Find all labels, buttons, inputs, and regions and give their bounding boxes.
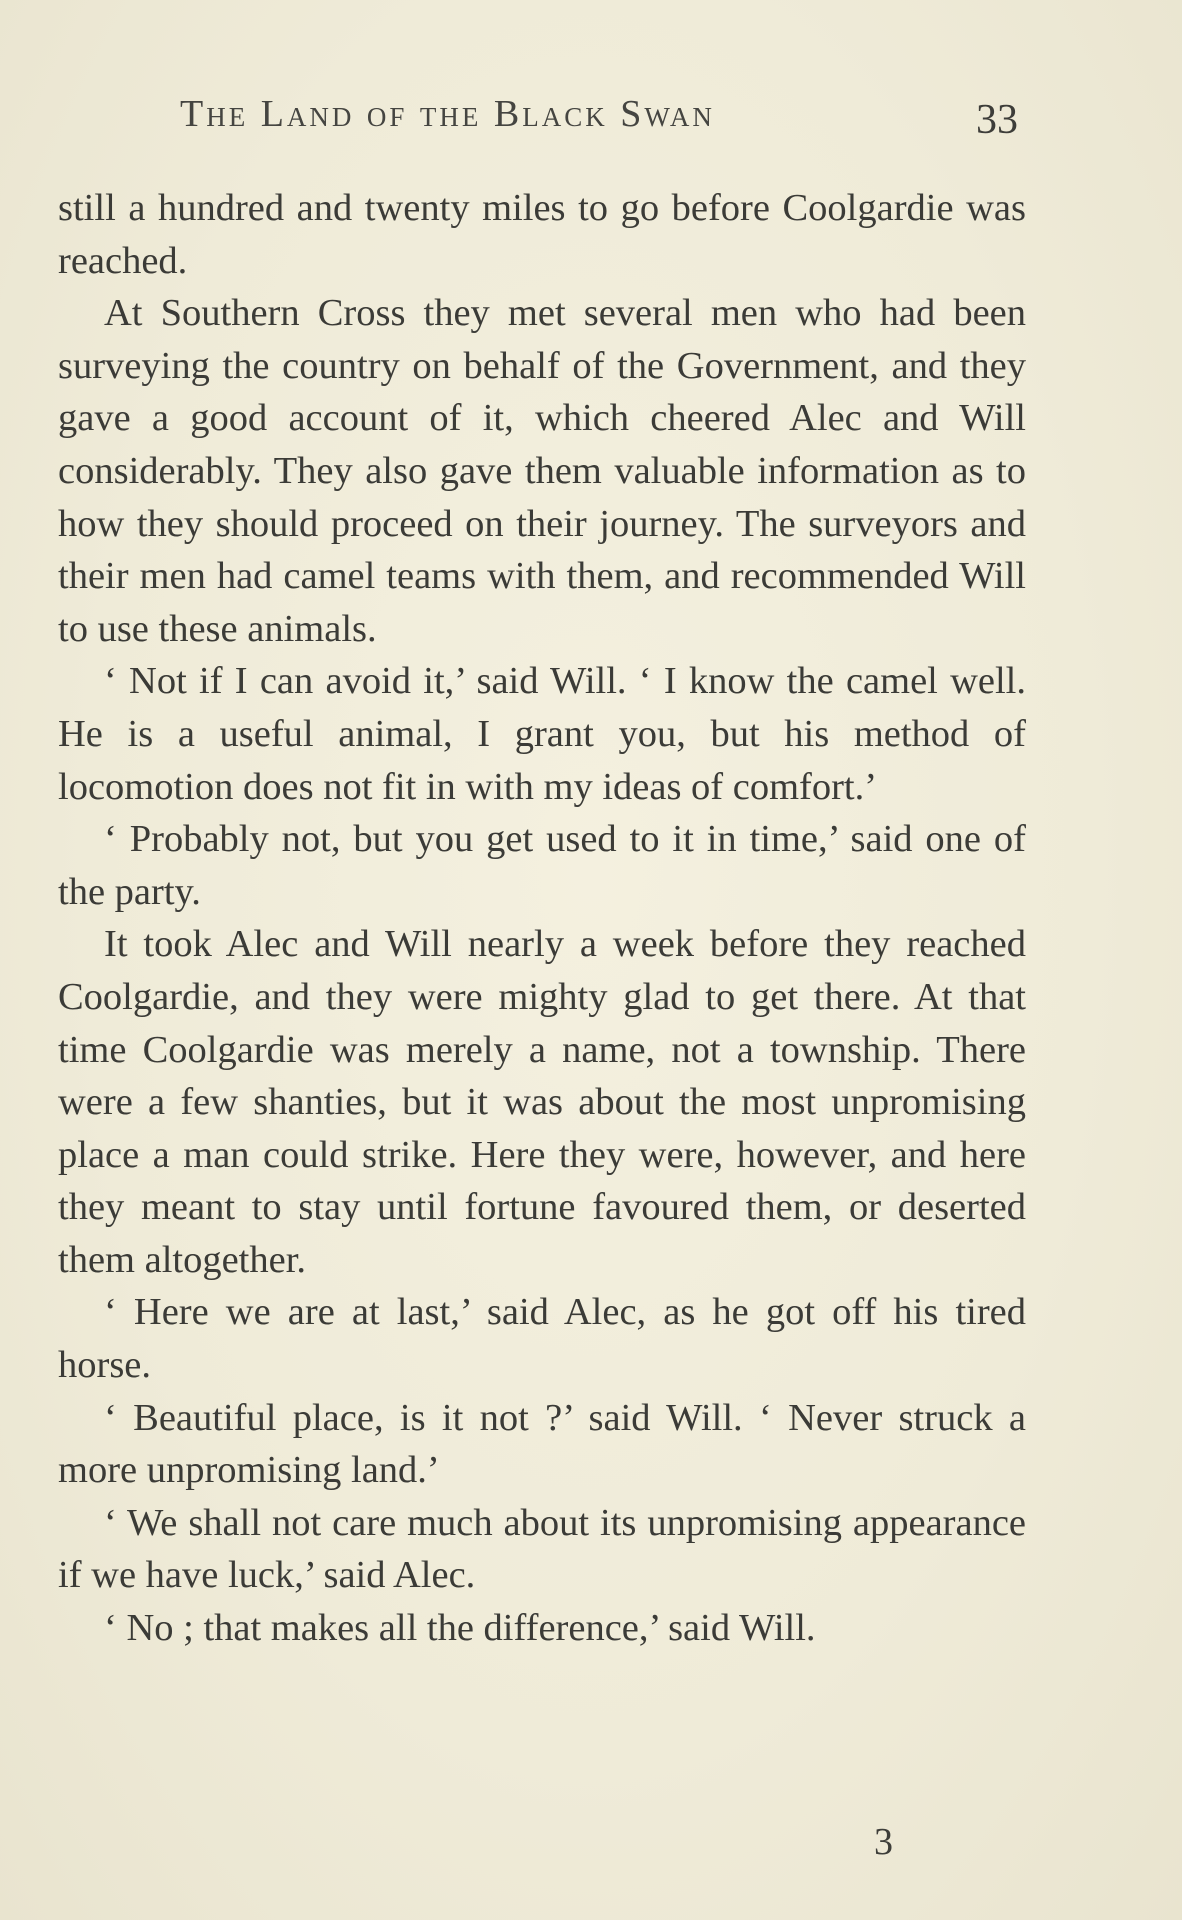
paragraph: ‘ Probably not, but you get used to it in time,’ said one of the party. (58, 818, 1026, 913)
paragraph: ‘ Here we are at last,’ said Alec, as he got off his tired horse. (58, 1291, 1026, 1387)
body-text (58, 182, 1026, 1655)
page-number: 33 (976, 97, 1018, 143)
running-title: The Land of the Black Swan (180, 93, 715, 135)
page-header (180, 92, 1040, 142)
paragraph: ‘ Not if I can avoid it,’ said Will. ‘ I know the camel well. He is a useful animal, I grant you, but his method of locomotion does not fit in with my ideas of comfort.’ (58, 660, 1026, 808)
paragraph: still a hundred and twenty miles to go before Coolgardie was reached. (58, 187, 1026, 282)
signature-mark: 3 (874, 1821, 893, 1863)
paragraph: ‘ Beautiful place, is it not ?’ said Will. ‘ Never struck a more unpromising land.’ (58, 1396, 1026, 1492)
paragraph: ‘ We shall not care much about its unpromising appearance if we have luck,’ said Alec. (58, 1501, 1026, 1597)
paragraph: ‘ No ; that makes all the difference,’ said Will. (104, 1607, 816, 1650)
paragraph: It took Alec and Will nearly a week before they reached Coolgardie, and they were mighty glad to get there. At that time Coolgardie was merely a name, not a township. There were a few shanties, but it was about the most unpromising place a man could strike. Here they were, however, and here they meant to stay until fortune favoured them, or deserted them altogether. (58, 923, 1026, 1281)
paragraph: At Southern Cross they met several men who had been surveying the country on behalf of the Government, and they gave a good account of it, which cheered Alec and Will considerably. They also gave them valuable information as to how they should proceed on their journey. The surveyors and their men had camel teams with them, and recommended Will to use these animals. (58, 292, 1026, 650)
